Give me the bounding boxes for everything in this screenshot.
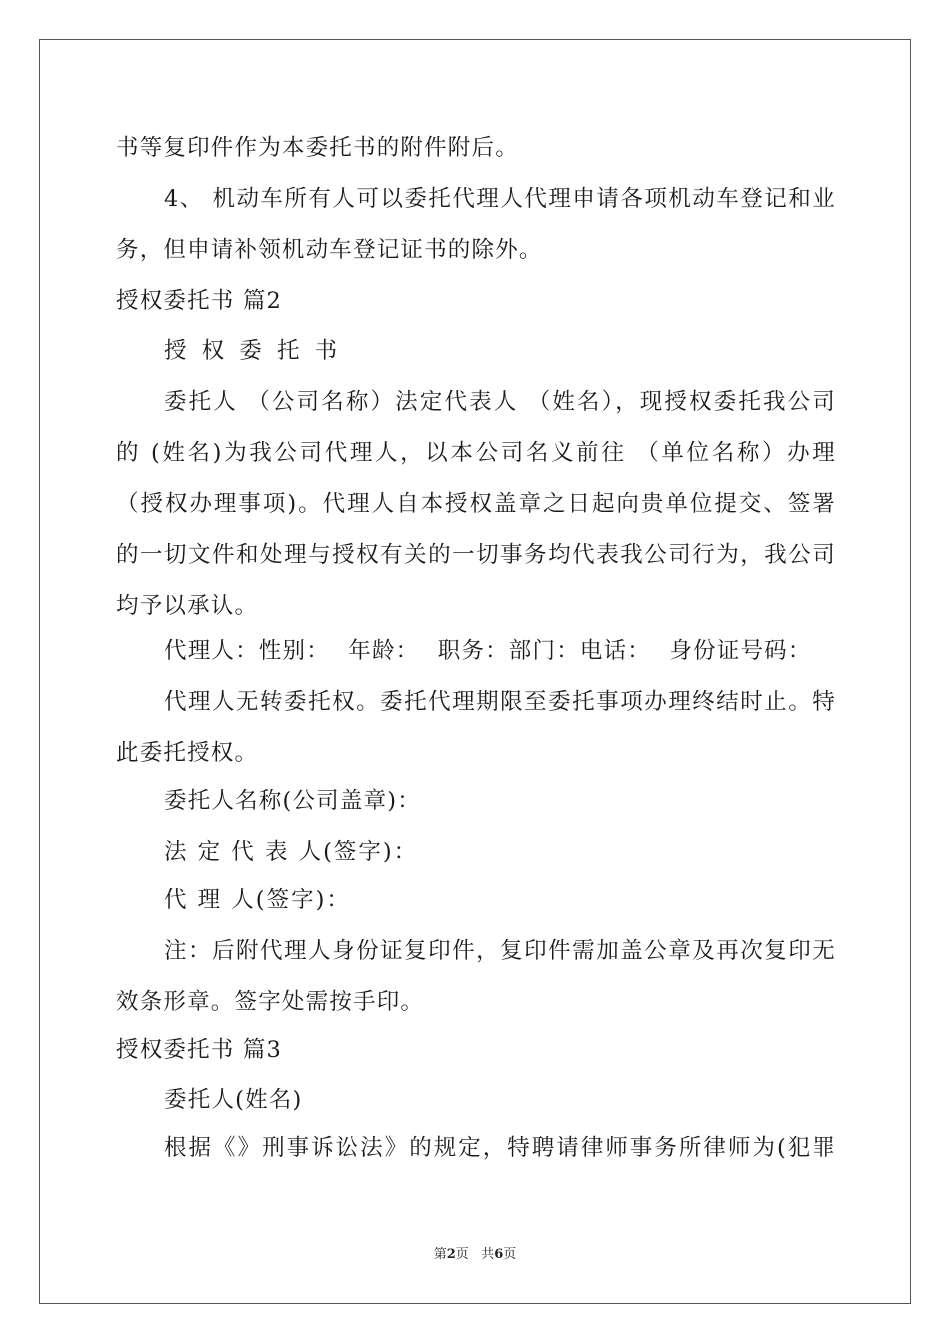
body-line: 根据《》刑事诉讼法》的规定，特聘请律师事务所律师为(犯罪 (164, 1135, 836, 1161)
note-line: 注：后附代理人身份证复印件，复印件需加盖公章及再次复印无 (164, 938, 836, 964)
signature-line-agent: 代 理 人(签字)： (164, 887, 351, 913)
note-line: 效条形章。签字处需按手印。 (116, 989, 425, 1015)
body-line: 代理人无转委托权。委托代理期限至委托事项办理终结时止。特 (164, 689, 836, 715)
footer-middle: 页 共 (455, 1247, 495, 1262)
signature-line-representative: 法 定 代 表 人(签字)： (164, 839, 419, 865)
signature-line-company: 委托人名称(公司盖章)： (164, 788, 421, 814)
body-line: 此委托授权。 (116, 740, 259, 766)
total-page-count: 6 (494, 1247, 504, 1262)
footer-suffix: 页 (503, 1247, 517, 1262)
body-line: 务，但申请补领机动车登记证书的除外。 (116, 237, 543, 263)
body-line: 委托人 （公司名称）法定代表人 （姓名），现授权委托我公司 (164, 389, 836, 415)
body-line: 书等复印件作为本委托书的附件附后。 (116, 135, 519, 161)
document-title: 授 权 委 托 书 (164, 338, 342, 364)
footer-prefix: 第 (433, 1247, 447, 1262)
body-line: 4、 机动车所有人可以委托代理人代理申请各项机动车登记和业 (164, 186, 836, 212)
section-heading: 授权委托书 篇3 (116, 1037, 283, 1063)
body-line: 均予以承认。 (116, 593, 259, 619)
body-line: 的 (姓名)为我公司代理人，以本公司名义前往 （单位名称）办理 (116, 440, 836, 466)
section-heading: 授权委托书 篇2 (116, 288, 283, 314)
page-footer (0, 1246, 950, 1264)
body-line: 委托人(姓名) (164, 1087, 303, 1113)
current-page-number: 2 (446, 1247, 456, 1262)
body-line: 的一切文件和处理与授权有关的一切事务均代表我公司行为，我公司 (116, 542, 836, 568)
body-line: （授权办理事项)。代理人自本授权盖章之日起向贵单位提交、签署 (116, 491, 836, 517)
agent-info-line: 代理人：性别： 年龄： 职务：部门：电话： 身份证号码： (164, 638, 812, 664)
